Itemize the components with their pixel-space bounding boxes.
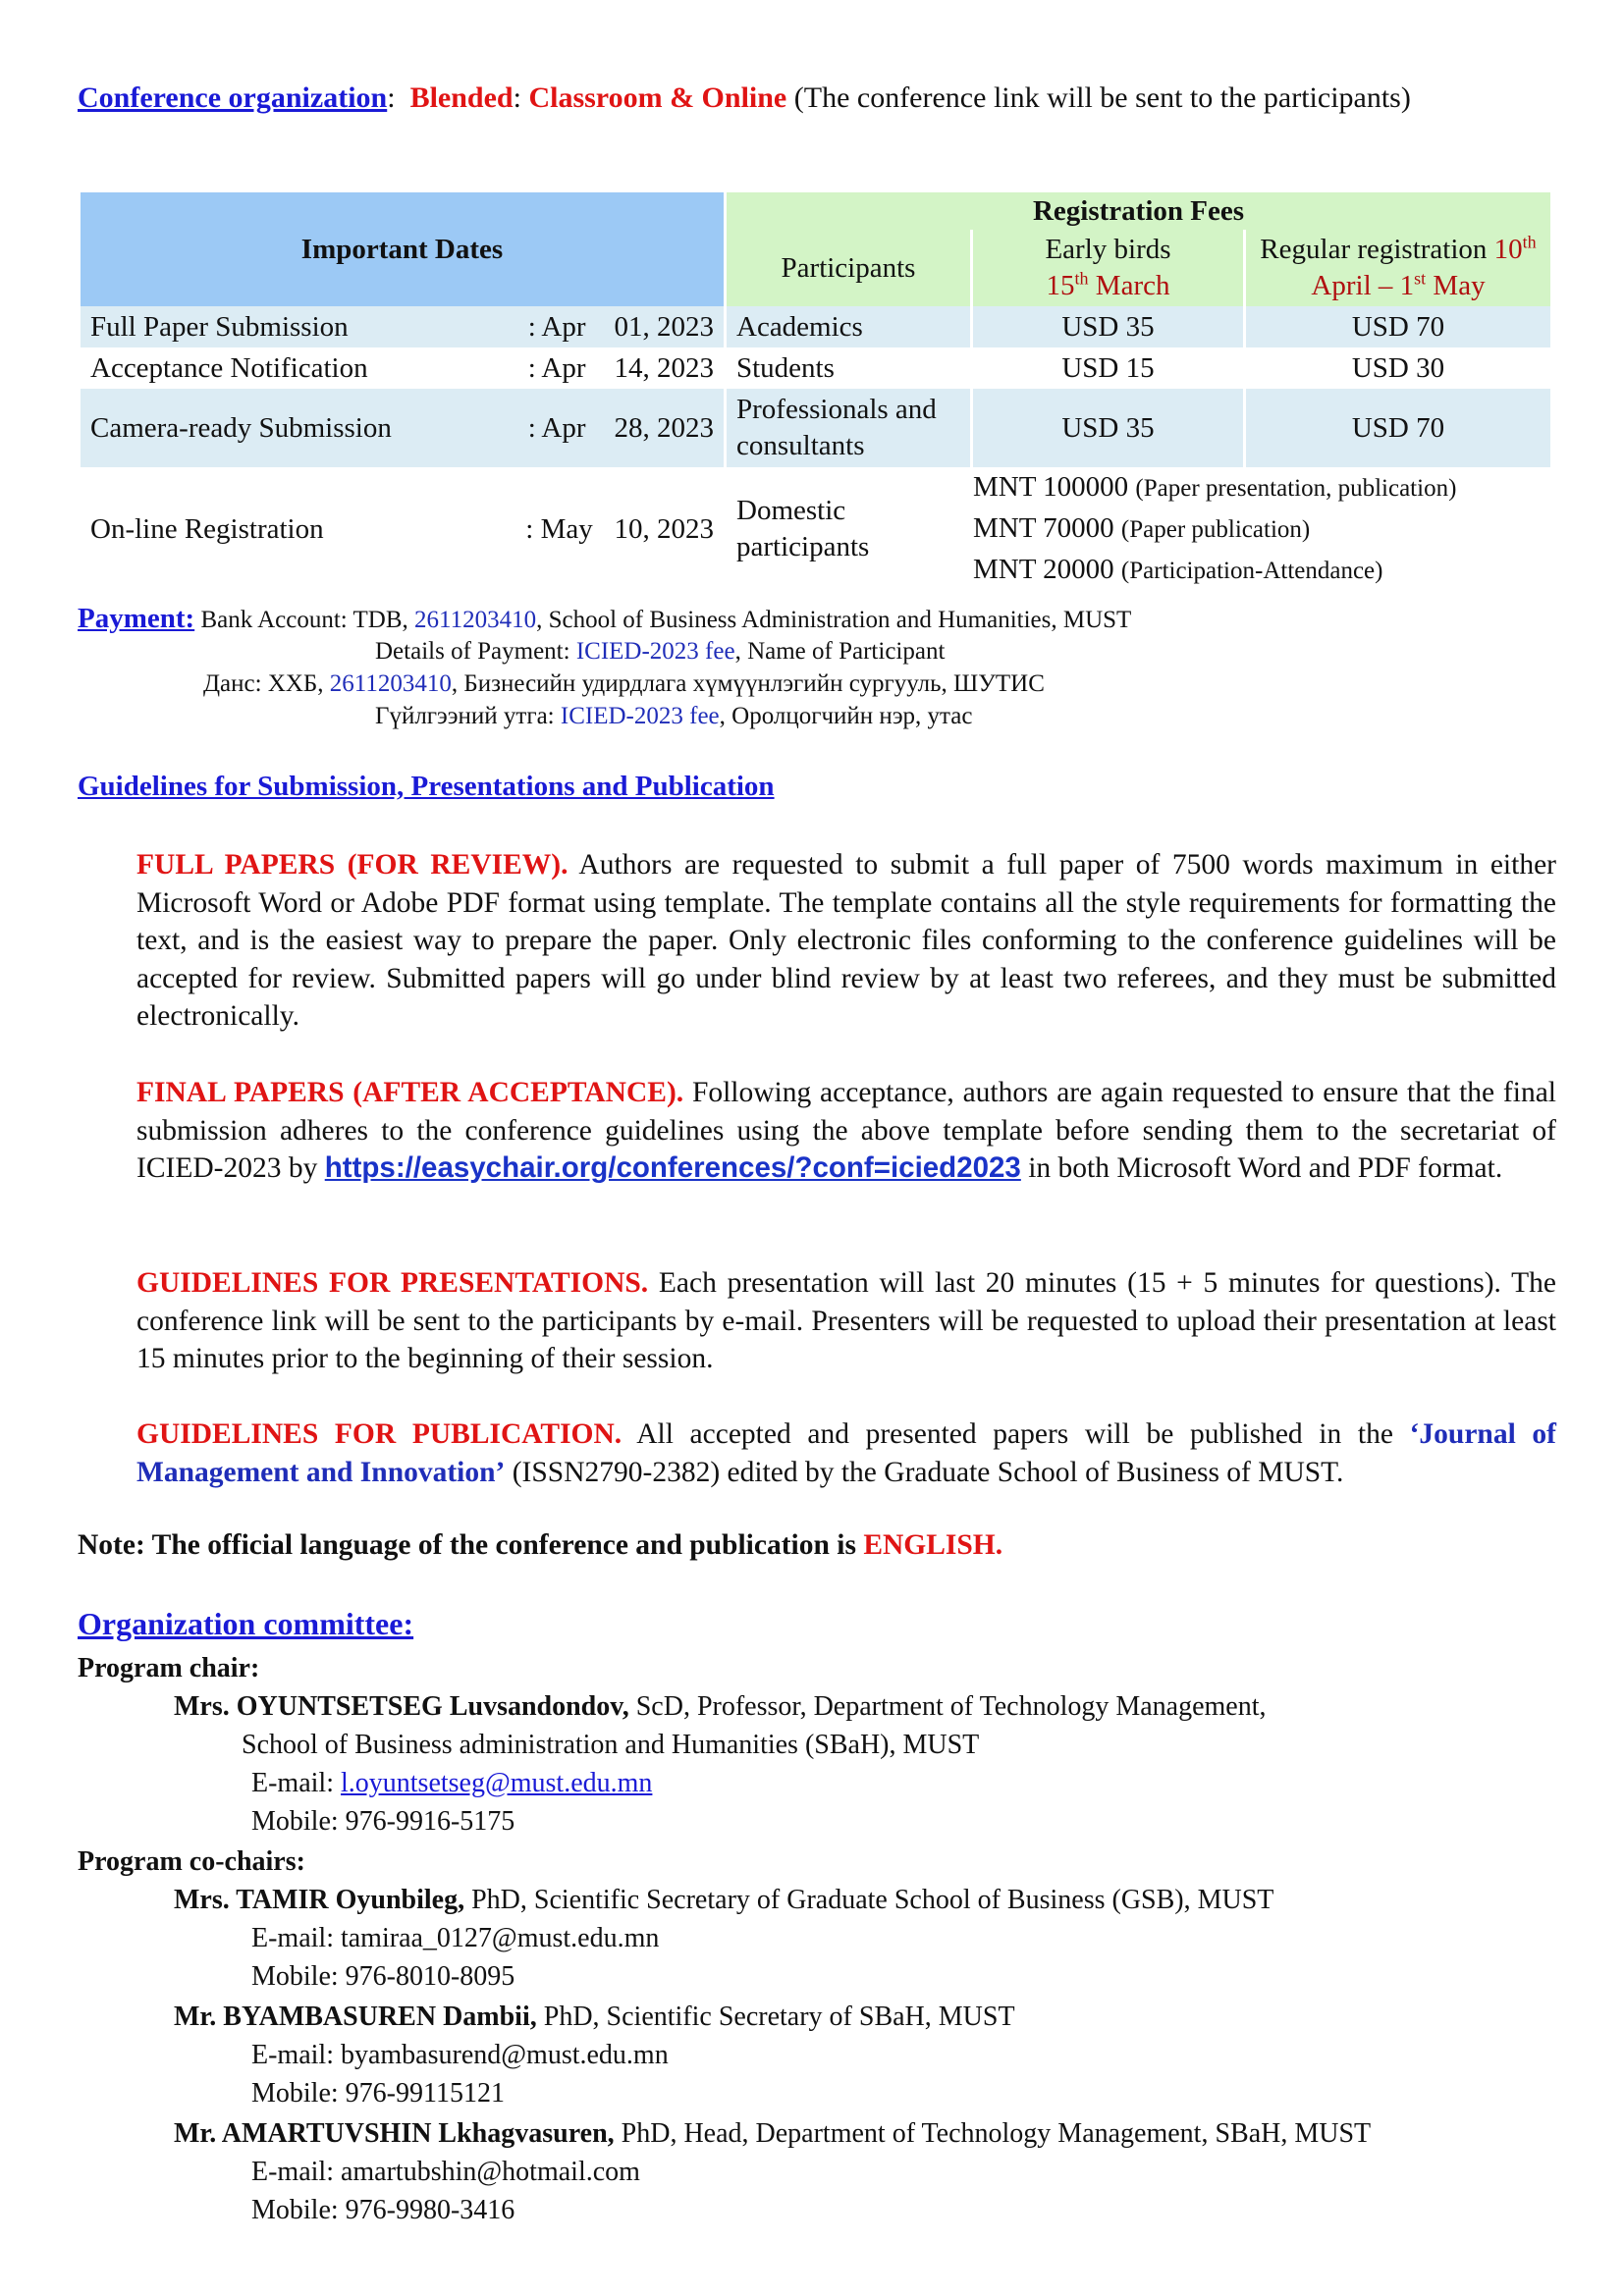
participant-type xyxy=(727,389,970,467)
colon: : xyxy=(387,81,396,114)
registration-fees-header: Registration Fees xyxy=(727,192,1550,230)
event-name: On-line Registration xyxy=(90,512,324,545)
mnt-amount: MNT 20000 xyxy=(973,554,1114,585)
colon: : xyxy=(513,81,521,114)
publication-paragraph xyxy=(136,1415,1556,1491)
event-day: 10, 2023 xyxy=(614,512,714,545)
guidelines-title: Guidelines for Submission, Presentations and Publication xyxy=(78,771,775,802)
table-row xyxy=(81,306,1550,347)
early-month: March xyxy=(1088,270,1170,301)
payment-text: Данс: ХХБ, xyxy=(203,670,330,697)
classroom-online-label: Classroom & Online xyxy=(528,81,787,114)
participant-line: participants xyxy=(736,531,870,562)
final-papers-paragraph xyxy=(136,1074,1556,1188)
chair-description: ScD, Professor, Department of Technology Management, xyxy=(628,1691,1267,1722)
program-cochairs-label: Program co-chairs: xyxy=(78,1846,305,1877)
regular-label xyxy=(1256,232,1541,268)
cochair-mobile: Mobile: 976-99115121 xyxy=(251,2078,505,2109)
presentations-body: Each presentation will last 20 minutes (15 + 5 minutes for questions). The conference link will be sent to the participants by e-mail. Presenters will be requested to upload their presentation at least 15 minutes prior to the beginning of their session. xyxy=(136,1267,1556,1374)
conference-organization-label: Conference organization xyxy=(78,81,388,114)
regular-fee: USD 70 xyxy=(1351,411,1445,444)
payment-text: , Оролцогчийн нэр, утас xyxy=(719,703,973,729)
conference-organization-line xyxy=(78,79,1550,118)
presentations-paragraph xyxy=(136,1264,1556,1378)
fee-reference: ICIED-2023 fee xyxy=(575,638,735,665)
participants-header: Participants xyxy=(727,230,970,306)
participant-line: Domestic xyxy=(736,495,846,526)
event-name: Full Paper Submission xyxy=(90,310,349,343)
event-month: : May xyxy=(525,512,593,545)
early-birds-header xyxy=(973,230,1243,306)
full-papers-heading: FULL PAPERS (FOR REVIEW). xyxy=(136,849,568,881)
final-papers-body: Following acceptance, authors are again requested to ensure that the final submission adheres to the conference guidelines using the above template before sending them to the secretariat of ICIED-2023 by xyxy=(136,1077,1556,1184)
cochair-name: Mr. AMARTUVSHIN Lkhagvasuren, xyxy=(174,2118,615,2149)
program-chair-label: Program chair: xyxy=(78,1653,260,1683)
journal-name: ‘Journal of Management and Innovation’ xyxy=(136,1418,1556,1488)
payment-text: , Name of Participant xyxy=(734,638,946,665)
mnt-amount: MNT 100000 xyxy=(973,471,1129,503)
publication-heading: GUIDELINES FOR PUBLICATION. xyxy=(136,1418,623,1450)
payment-line-4 xyxy=(375,700,972,732)
conference-link-note: (The conference link will be sent to the participants) xyxy=(793,81,1411,114)
language-note xyxy=(78,1529,1002,1562)
note-text: Note: The official language of the conference and publication is xyxy=(78,1529,864,1561)
event-name: Acceptance Notification xyxy=(90,351,368,384)
chair-entry xyxy=(174,1687,1267,1726)
account-number: 2611203410 xyxy=(329,670,452,697)
cochair-description: PhD, Scientific Secretary of SBaH, MUST xyxy=(536,2002,1015,2032)
participant-type xyxy=(727,467,970,591)
publication-body: (ISSN2790-2382) edited by the Graduate School of Business of MUST. xyxy=(505,1456,1344,1488)
event-month: : Apr xyxy=(527,310,586,343)
mnt-desc: (Paper presentation, publication) xyxy=(1135,475,1457,502)
note-language: ENGLISH. xyxy=(863,1529,1003,1561)
participant-line: Professionals and xyxy=(736,394,937,425)
event-day: 14, 2023 xyxy=(614,351,714,384)
event-month: : Apr xyxy=(527,411,586,444)
early-fee: USD 15 xyxy=(1061,351,1155,384)
chair-name: Mrs. OYUNTSETSEG Luvsandondov, xyxy=(174,1691,629,1722)
cochair-name: Mr. BYAMBASUREN Dambii, xyxy=(174,2002,537,2032)
blended-label: Blended xyxy=(409,81,514,114)
mnt-fees xyxy=(973,467,1550,591)
date-cell xyxy=(81,306,724,347)
event-name: Camera-ready Submission xyxy=(90,411,392,444)
payment-text: , School of Business Administration and Humanities, MUST xyxy=(536,607,1132,633)
date-cell xyxy=(81,467,724,591)
presentations-heading: GUIDELINES FOR PRESENTATIONS. xyxy=(136,1267,649,1299)
early-day-suffix: th xyxy=(1074,268,1089,289)
regular-start-day: 10 xyxy=(1493,234,1523,265)
cochair-name: Mrs. TAMIR Oyunbileg, xyxy=(174,1885,465,1915)
cochair-description: PhD, Head, Department of Technology Management, SBaH, MUST xyxy=(614,2118,1372,2149)
mnt-desc: (Paper publication) xyxy=(1120,516,1311,543)
payment-text: , Бизнесийн удирдлага хүмүүнлэгийн сургууль, ШУТИС xyxy=(451,670,1045,697)
cochair-mobile: Mobile: 976-8010-8095 xyxy=(251,1961,515,1992)
chair-affiliation: School of Business administration and Humanities (SBaH), MUST xyxy=(242,1730,980,1760)
cochair-entry xyxy=(174,1881,1273,1919)
early-birds-label: Early birds xyxy=(1045,234,1171,265)
mnt-desc: (Participation-Attendance) xyxy=(1120,558,1383,584)
important-dates-header: Important Dates xyxy=(81,192,724,306)
chair-email-link[interactable]: l.oyuntsetseg@must.edu.mn xyxy=(340,1768,653,1798)
regular-month-b: May xyxy=(1426,270,1486,301)
participant-type: Academics xyxy=(736,310,863,343)
table-row xyxy=(81,347,1550,389)
cochair-description: PhD, Scientific Secretary of Graduate School of Business (GSB), MUST xyxy=(464,1885,1274,1915)
fee-reference: ICIED-2023 fee xyxy=(560,703,720,729)
account-number: 2611203410 xyxy=(414,607,537,633)
publication-body: All accepted and presented papers will be published in the xyxy=(622,1418,1410,1450)
organization-committee-title: Organization committee: xyxy=(78,1606,414,1641)
full-papers-body: Authors are requested to submit a full paper of 7500 words maximum in either Microsoft Word or Adobe PDF format using template. The template contains all the style requirements for formatting the text, and is the easiest way to prepare the paper. Only electronic files conforming to the conference guidelines will be accepted for review. Submitted papers will go under blind review by at least two referees, and they must be submitted electronically. xyxy=(136,849,1556,1032)
cochair-email: E-mail: byambasurend@must.edu.mn xyxy=(251,2040,669,2070)
cochair-email: E-mail: tamiraa_0127@must.edu.mn xyxy=(251,1923,660,1953)
regular-registration-header xyxy=(1246,230,1550,306)
payment-line-3 xyxy=(203,667,1045,700)
easychair-link[interactable]: https://easychair.org/conferences/?conf=icied2023 xyxy=(324,1151,1021,1184)
cochair-email: E-mail: amartubshin@hotmail.com xyxy=(251,2157,640,2187)
event-day: 28, 2023 xyxy=(614,411,714,444)
mnt-fee-line xyxy=(973,550,1541,591)
early-fee: USD 35 xyxy=(1061,310,1155,343)
date-cell xyxy=(81,389,724,467)
payment-line-2 xyxy=(375,635,945,667)
date-cell xyxy=(81,347,724,389)
dates-fees-table xyxy=(78,192,1553,591)
final-papers-body: in both Microsoft Word and PDF format. xyxy=(1020,1152,1503,1184)
participant-type: Students xyxy=(736,351,835,384)
cochair-entry xyxy=(174,1998,1015,2036)
email-label: E-mail: xyxy=(251,1768,341,1798)
event-month: : Apr xyxy=(527,351,586,384)
regular-dates xyxy=(1256,268,1541,304)
payment-label: Payment: xyxy=(78,603,195,634)
regular-fee: USD 30 xyxy=(1351,351,1445,384)
payment-text: Bank Account: TDB, xyxy=(194,607,415,633)
early-fee: USD 35 xyxy=(1061,411,1155,444)
regular-fee: USD 70 xyxy=(1351,310,1445,343)
mnt-fee-line xyxy=(973,508,1541,550)
final-papers-heading: FINAL PAPERS (AFTER ACCEPTANCE). xyxy=(136,1077,684,1108)
mnt-fee-line xyxy=(973,467,1541,508)
regular-month-a: April – 1 xyxy=(1311,270,1415,301)
event-day: 01, 2023 xyxy=(614,310,714,343)
regular-start-suffix: th xyxy=(1522,232,1537,252)
payment-line-1 xyxy=(78,603,1131,636)
chair-email xyxy=(251,1764,652,1802)
payment-text: Гүйлгээний утга: xyxy=(375,703,561,729)
payment-text: Details of Payment: xyxy=(375,638,576,665)
table-row xyxy=(81,389,1550,467)
table-row xyxy=(81,467,1550,591)
chair-mobile: Mobile: 976-9916-5175 xyxy=(251,1806,515,1837)
full-papers-paragraph xyxy=(136,846,1556,1036)
early-day: 15 xyxy=(1046,270,1075,301)
early-birds-date xyxy=(983,268,1233,304)
regular-text: Regular registration xyxy=(1260,234,1494,265)
cochair-entry xyxy=(174,2114,1371,2153)
participant-line: consultants xyxy=(736,430,865,461)
regular-end-suffix: st xyxy=(1414,268,1427,289)
cochair-mobile: Mobile: 976-9980-3416 xyxy=(251,2195,515,2225)
mnt-amount: MNT 70000 xyxy=(973,512,1114,544)
